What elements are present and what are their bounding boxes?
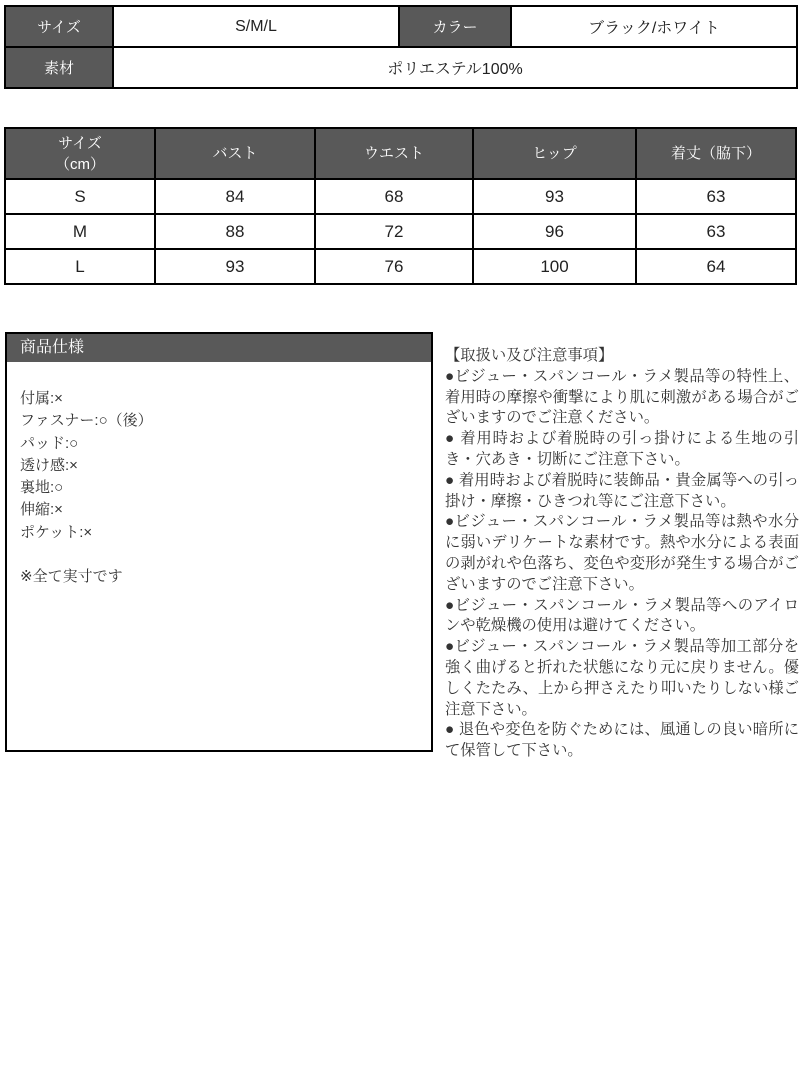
color-label: カラー bbox=[399, 6, 511, 47]
color-value: ブラック/ホワイト bbox=[511, 6, 797, 47]
spec-item-zipper: ファスナー:○（後） bbox=[20, 412, 153, 430]
header-size-cm bbox=[5, 128, 155, 179]
header-waist: ウエスト bbox=[315, 128, 473, 179]
spec-box-body bbox=[7, 362, 431, 588]
care-note-heat-moisture: ●ビジュー・スパンコール・ラメ製品等は熱や水分に弱いデリケートな素材です。熱や水分による表面の剥がれや色落ち、変色や変形が発生する場合がございますのでご注意下さい。 bbox=[445, 513, 799, 593]
table-row-s bbox=[5, 179, 796, 214]
size-label: サイズ bbox=[5, 6, 113, 47]
spec-measurement-note: ※全て実寸です bbox=[20, 568, 123, 586]
table-row-l bbox=[5, 249, 796, 284]
header-size-line1: サイズ bbox=[58, 134, 102, 152]
product-spec-box bbox=[5, 332, 433, 752]
care-notes-title: 【取扱い及び注意事項】 bbox=[445, 347, 614, 364]
cell-size: L bbox=[5, 249, 155, 284]
size-chart-header-row bbox=[5, 128, 796, 179]
cell-bust: 88 bbox=[155, 214, 315, 249]
care-note-bending: ●ビジュー・スパンコール・ラメ製品等加工部分を強く曲げると折れた状態になり元に戻りません。優しくたたみ、上から押さえたり叩いたりしない様ご注意下さい。 bbox=[445, 638, 799, 718]
cell-length: 64 bbox=[636, 249, 796, 284]
cell-length: 63 bbox=[636, 179, 796, 214]
spec-item-sheerness: 透け感:× bbox=[20, 456, 78, 474]
cell-waist: 72 bbox=[315, 214, 473, 249]
size-value: S/M/L bbox=[113, 6, 399, 47]
header-length: 着丈（脇下） bbox=[636, 128, 796, 179]
cell-hip: 96 bbox=[473, 214, 636, 249]
care-note-iron-dryer: ●ビジュー・スパンコール・ラメ製品等へのアイロンや乾燥機の使用は避けてください。 bbox=[445, 596, 799, 635]
cell-size: S bbox=[5, 179, 155, 214]
care-note-storage: ● 退色や変色を防ぐためには、風通しの良い暗所にて保管して下さい。 bbox=[445, 721, 799, 760]
table-row-m bbox=[5, 214, 796, 249]
care-note-snagging: ● 着用時および着脱時の引っ掛けによる生地の引き・穴あき・切断にご注意下さい。 bbox=[445, 430, 799, 468]
product-info-table bbox=[4, 5, 798, 89]
header-size-line2: （cm） bbox=[55, 155, 105, 173]
header-hip: ヒップ bbox=[473, 128, 636, 179]
cell-hip: 100 bbox=[473, 249, 636, 284]
cell-hip: 93 bbox=[473, 179, 636, 214]
care-note-friction: ●ビジュー・スパンコール・ラメ製品等の特性上、着用時の摩擦や衝撃により肌に刺激がある場合がございますのでご注意ください。 bbox=[445, 367, 799, 427]
cell-bust: 84 bbox=[155, 179, 315, 214]
spec-box-title: 商品仕様 bbox=[7, 334, 431, 362]
material-label: 素材 bbox=[5, 47, 113, 88]
spec-item-accessory: 付属:× bbox=[20, 390, 63, 407]
cell-size: M bbox=[5, 214, 155, 249]
material-value: ポリエステル100% bbox=[113, 47, 797, 88]
spec-item-pad: パッド:○ bbox=[20, 434, 79, 452]
table-row bbox=[5, 47, 797, 88]
spec-item-lining: 裏地:○ bbox=[20, 479, 64, 497]
cell-waist: 76 bbox=[315, 249, 473, 284]
care-notes bbox=[445, 346, 799, 762]
size-chart-table bbox=[4, 127, 797, 285]
cell-bust: 93 bbox=[155, 249, 315, 284]
spec-item-pocket: ポケット:× bbox=[20, 523, 93, 541]
care-note-jewelry: ● 着用時および着脱時に装飾品・貴金属等への引っ掛け・摩擦・ひきつれ等にご注意下さい。 bbox=[445, 471, 799, 510]
cell-length: 63 bbox=[636, 214, 796, 249]
table-row bbox=[5, 6, 797, 47]
header-bust: バスト bbox=[155, 128, 315, 179]
cell-waist: 68 bbox=[315, 179, 473, 214]
spec-item-stretch: 伸縮:× bbox=[20, 501, 63, 519]
